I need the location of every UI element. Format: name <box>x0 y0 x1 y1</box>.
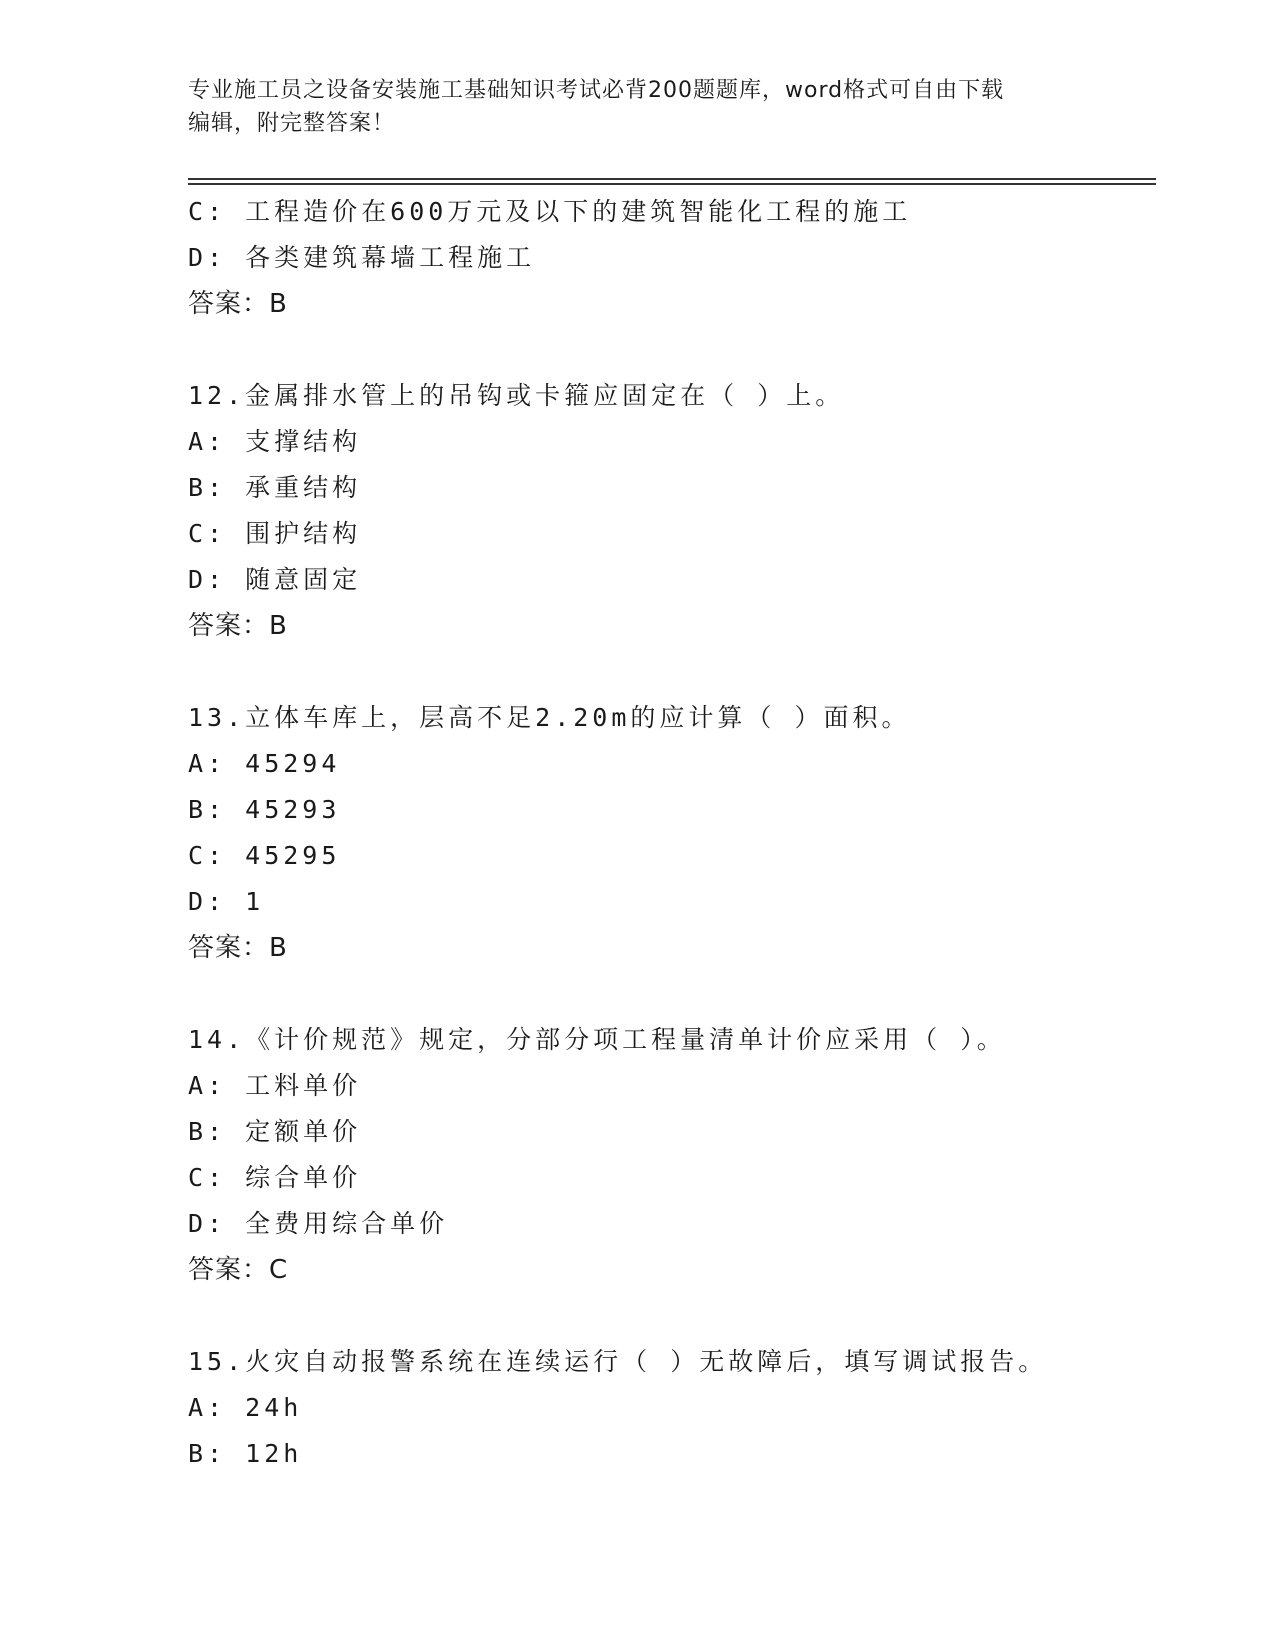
question-14 <box>188 1017 1156 1293</box>
option-b: B: 定额单价 <box>188 1117 362 1146</box>
question-stem: 14.《计价规范》规定，分部分项工程量清单计价应采用（ ）。 <box>188 1025 1006 1054</box>
spacer <box>188 327 1156 373</box>
question-15 <box>188 1339 1156 1477</box>
option-a: A: 45294 <box>188 749 341 778</box>
option-c: C: 综合单价 <box>188 1163 362 1192</box>
option-c: C: 45295 <box>188 841 341 870</box>
option-b: B: 45293 <box>188 795 341 824</box>
option-b: B: 承重结构 <box>188 473 362 502</box>
header-line-2: 编辑，附完整答案！ <box>188 111 396 136</box>
question-stem: 15.火灾自动报警系统在连续运行（ ）无故障后，填写调试报告。 <box>188 1347 1048 1376</box>
header-rule-top <box>188 178 1156 180</box>
option-d: D: 全费用综合单价 <box>188 1209 449 1238</box>
option-d: D: 随意固定 <box>188 565 362 594</box>
question-list <box>188 189 1156 1477</box>
header-rule-bottom <box>188 183 1156 185</box>
answer-line: 答案：B <box>188 611 288 641</box>
option-c: C: 工程造价在600万元及以下的建筑智能化工程的施工 <box>188 197 912 226</box>
header-line-1: 专业施工员之设备安装施工基础知识考试必背200题题库，word格式可自由下载 <box>188 78 1005 103</box>
answer-line: 答案：B <box>188 289 288 319</box>
option-a: A: 工料单价 <box>188 1071 362 1100</box>
question-13 <box>188 695 1156 971</box>
option-a: A: 支撑结构 <box>188 427 362 456</box>
question-12 <box>188 373 1156 649</box>
option-d: D: 1 <box>188 887 265 916</box>
spacer <box>188 971 1156 1017</box>
spacer <box>188 649 1156 695</box>
option-c: C: 围护结构 <box>188 519 362 548</box>
document-header <box>188 74 1068 140</box>
spacer <box>188 1293 1156 1339</box>
question-stem: 12.金属排水管上的吊钩或卡箍应固定在（ ）上。 <box>188 381 845 410</box>
answer-line: 答案：B <box>188 933 288 963</box>
option-d: D: 各类建筑幕墙工程施工 <box>188 243 536 272</box>
partial-question <box>188 189 1156 327</box>
option-a: A: 24h <box>188 1393 303 1422</box>
option-b: B: 12h <box>188 1439 303 1468</box>
answer-line: 答案：C <box>188 1255 289 1285</box>
question-stem: 13.立体车库上，层高不足2.20m的应计算（ ）面积。 <box>188 703 911 732</box>
